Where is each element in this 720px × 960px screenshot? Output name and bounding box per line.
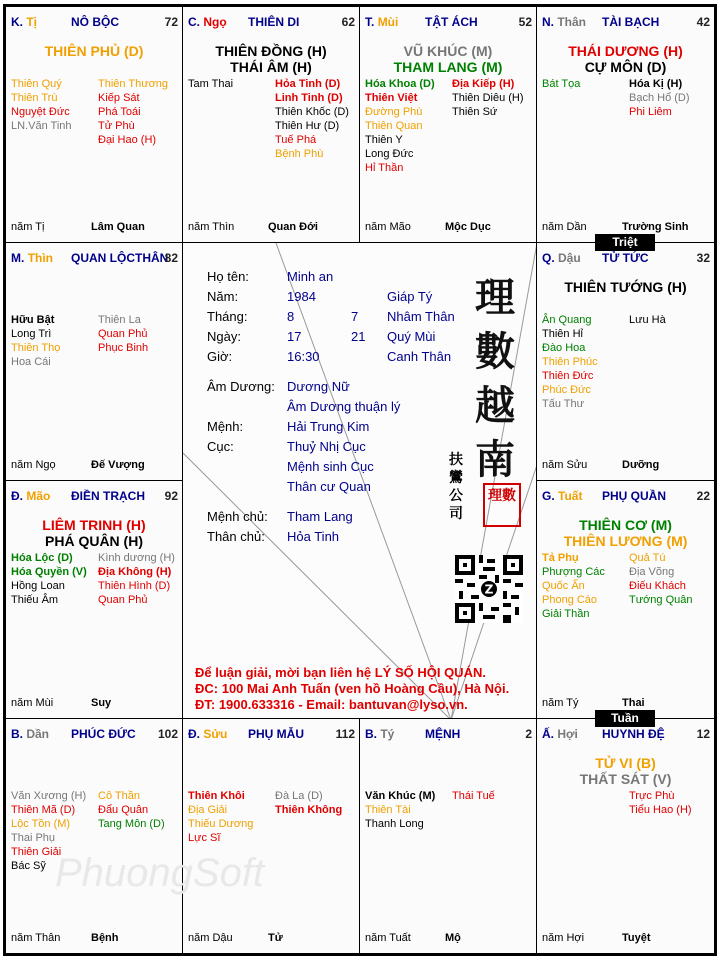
main-star: PHÁ QUÂN (H) (45, 533, 143, 549)
main-stars (537, 279, 714, 295)
minor-star: Hóa Quyền (V) (11, 566, 87, 578)
minor-star: Giải Thần (542, 608, 590, 620)
palace-footer (542, 221, 709, 235)
minor-star: Đẩu Quân (98, 804, 149, 816)
minor-star: Thiên Không (275, 804, 343, 816)
minor-star: Tả Phụ (542, 552, 579, 564)
minor-stars-col1 (542, 77, 580, 91)
minor-star: Thiếu Dương (188, 818, 254, 830)
value-ngay-am: 21 (351, 329, 366, 344)
value-menh: Hải Trung Kim (287, 419, 370, 434)
minor-star: Hóa Lộc (D) (11, 552, 73, 564)
minor-stars-col1 (11, 551, 87, 607)
palace-header (188, 727, 355, 743)
center-info-panel (182, 242, 537, 719)
label-ho-ten: Họ tên: (207, 269, 249, 284)
minor-star: Địa Võng (629, 566, 675, 578)
palace-year: năm Thìn (188, 221, 235, 233)
palace-tuat (536, 480, 715, 719)
minor-star: Cô Thần (98, 790, 140, 802)
minor-stars-col1 (542, 551, 605, 621)
label-thang: Tháng: (207, 309, 248, 324)
palace-name: MỆNH (425, 727, 461, 741)
palace-can-chi: Đ. Mão (11, 489, 51, 503)
value-than-chu: Hỏa Tinh (287, 529, 340, 544)
palace-year: năm Tị (11, 221, 45, 233)
palace-year: năm Sửu (542, 459, 588, 471)
palace-name: TỬ TỨC (602, 251, 649, 265)
palace-header (542, 251, 710, 267)
palace-age: 112 (335, 727, 355, 741)
minor-star: Thiên Diêu (H) (452, 92, 524, 104)
qr-code (455, 555, 523, 623)
logo-char-4: 南 (475, 436, 515, 483)
main-star: CỰ MÔN (D) (584, 59, 667, 75)
trang-sinh: Bệnh (91, 932, 119, 944)
minor-star: Nguyệt Đức (11, 106, 70, 118)
trang-sinh: Mộc Dục (445, 221, 491, 233)
palace-year: năm Ngọ (11, 459, 56, 471)
palace-header (542, 15, 710, 31)
main-stars (6, 517, 182, 549)
palace-ty (359, 718, 537, 954)
minor-star: Thiên Khôi (188, 790, 245, 802)
horoscope-board (3, 4, 717, 956)
value-cuc-2: Mệnh sinh Cục (287, 459, 374, 474)
minor-star: Thiên Khốc (D) (275, 106, 349, 118)
palace-year: năm Tý (542, 697, 579, 709)
palace-name: PHÚC ĐỨC (71, 727, 136, 741)
minor-stars-col2 (98, 789, 165, 831)
main-star: THIÊN PHỦ (D) (44, 43, 144, 59)
palace-can-chi: C. Ngọ (188, 15, 227, 29)
label-cuc: Cục: (207, 439, 234, 454)
trang-sinh: Đế Vượng (91, 459, 145, 471)
minor-star: Tang Môn (D) (98, 818, 165, 830)
palace-ngo (182, 6, 360, 243)
minor-star: Thiên Hình (D) (98, 580, 171, 592)
logo-char-1: 理 (475, 274, 515, 321)
main-star: THIÊN ĐỒNG (H) (215, 43, 327, 59)
palace-suu (182, 718, 360, 954)
palace-footer (11, 697, 177, 711)
palace-footer (365, 221, 531, 235)
palace-footer (542, 932, 709, 946)
palace-mui (359, 6, 537, 243)
palace-age: 42 (696, 15, 710, 29)
palace-dan (5, 718, 183, 954)
minor-star: Quả Tú (629, 552, 666, 564)
minor-star: Kiếp Sát (98, 92, 140, 104)
minor-star: Tiểu Hao (H) (629, 804, 692, 816)
minor-star: Thai Phụ (11, 832, 56, 844)
minor-star: Văn Xương (H) (11, 790, 87, 802)
value-thang-am: 7 (351, 309, 359, 324)
trang-sinh: Dưỡng (622, 459, 660, 471)
palace-can-chi: G. Tuất (542, 489, 583, 503)
minor-star: Thiên Mã (D) (11, 804, 76, 816)
trang-sinh: Mộ (445, 932, 461, 944)
palace-can-chi: M. Thìn (11, 251, 54, 265)
minor-star: Hóa Kị (H) (629, 78, 683, 90)
trang-sinh: Tuyệt (622, 932, 651, 944)
main-star: TỬ VI (B) (595, 755, 656, 771)
palace-age: 2 (525, 727, 532, 741)
minor-star: Long Đức (365, 148, 414, 160)
minor-stars-col1 (188, 77, 233, 91)
minor-star: Bác Sỹ (11, 860, 46, 872)
palace-age: 52 (518, 15, 532, 29)
minor-star: Lực Sĩ (188, 832, 221, 844)
palace-header (11, 15, 178, 31)
label-menh: Mệnh: (207, 419, 244, 434)
palace-year: năm Dậu (188, 932, 233, 944)
palace-ti (5, 6, 183, 243)
minor-stars-col1 (11, 313, 60, 369)
trang-sinh: Tử (268, 932, 283, 944)
palace-header (365, 15, 532, 31)
palace-name: THIÊN DI (248, 15, 300, 29)
trang-sinh: Quan Đới (268, 221, 318, 233)
value-gio: 16:30 (287, 349, 320, 364)
palace-age: 62 (341, 15, 355, 29)
palace-header (11, 251, 178, 267)
palace-can-chi: K. Tị (11, 15, 38, 29)
minor-star: Quốc Ấn (542, 580, 585, 592)
contact-line-3[interactable]: ĐT: 1900.633316 - Email: bantuvan@lyso.vn. (195, 697, 468, 712)
minor-star: Thiên Trù (11, 92, 58, 104)
main-star: THIÊN CƠ (M) (579, 517, 672, 533)
minor-star: Địa Không (H) (98, 566, 172, 578)
minor-star: Lộc Tồn (M) (11, 818, 71, 830)
palace-can-chi: T. Mùi (365, 15, 399, 29)
contact-line-1: Để luận giải, mời bạn liên hệ LÝ SỐ HỘI QUÁN. (195, 665, 486, 680)
main-stars (360, 43, 536, 75)
minor-stars-col2 (98, 313, 148, 355)
minor-star: Thiên Hư (D) (275, 120, 340, 132)
minor-star: Địa Giải (188, 804, 228, 816)
palace-name: ĐIỀN TRẠCH (71, 489, 145, 503)
minor-star: Tấu Thư (542, 398, 585, 410)
minor-star: Hồng Loan (11, 580, 65, 592)
minor-stars-col2 (275, 789, 342, 817)
minor-star: Thiên Giải (11, 846, 62, 858)
logo-char-2: 數 (475, 328, 515, 375)
value-ho-ten: Minh an (287, 269, 334, 284)
minor-star: Hữu Bật (11, 314, 55, 326)
label-menh-chu: Mệnh chủ: (207, 509, 268, 524)
palace-name: TÀI BẠCH (602, 15, 660, 29)
trang-sinh: Lâm Quan (91, 221, 145, 233)
minor-stars-col2 (98, 551, 175, 607)
value-nam: 1984 (287, 289, 316, 304)
trang-sinh: Suy (91, 697, 112, 709)
minor-star: Hóa Khoa (D) (365, 78, 435, 90)
palace-name: HUYNH ĐỆ (602, 727, 665, 741)
main-stars (537, 517, 714, 549)
minor-star: Điếu Khách (629, 580, 686, 592)
minor-star: Ân Quang (542, 314, 592, 326)
palace-name: PHỤ MẪU (248, 727, 304, 741)
palace-year: năm Thân (11, 932, 61, 944)
value-cuc-3: Thân cư Quan (287, 479, 371, 494)
value-ngay-duong: 17 (287, 329, 302, 344)
minor-star: Thiên Tài (365, 804, 411, 816)
minor-star: Hoa Cái (11, 356, 51, 368)
main-star: THIÊN TƯỚNG (H) (564, 279, 687, 295)
palace-header (365, 727, 532, 743)
minor-star: Thiên Hỉ (542, 328, 583, 340)
palace-year: năm Hợi (542, 932, 585, 944)
minor-star: Phi Liêm (629, 106, 672, 118)
main-stars (183, 43, 359, 75)
minor-star: Tam Thai (188, 78, 234, 90)
minor-star: Thiên Sứ (452, 106, 498, 118)
minor-stars-col2 (98, 77, 168, 147)
palace-footer (11, 221, 177, 235)
minor-star: Tử Phù (98, 120, 135, 132)
palace-footer (542, 459, 709, 473)
palace-can-chi: Đ. Sửu (188, 727, 228, 741)
palace-year: năm Dần (542, 221, 587, 233)
label-ngay: Ngày: (207, 329, 241, 344)
minor-stars-col1 (11, 77, 72, 133)
minor-star: Tướng Quân (629, 594, 693, 606)
trang-sinh: Trường Sinh (622, 221, 689, 233)
minor-star: Thiên La (98, 314, 141, 326)
minor-star: Hỏa Tinh (D) (275, 78, 341, 90)
minor-stars-col2 (629, 789, 692, 817)
main-star: THAM LANG (M) (393, 59, 503, 75)
palace-name: QUAN LỘC (71, 251, 135, 265)
palace-can-chi: N. Thân (542, 15, 587, 29)
value-cuc: Thuỷ Nhị Cục (287, 439, 366, 454)
value-thang-duong: 8 (287, 309, 295, 324)
palace-footer (11, 932, 177, 946)
main-stars (537, 755, 714, 787)
minor-star: Tuế Phá (275, 134, 317, 146)
minor-star: Phong Cáo (542, 594, 598, 606)
palace-footer (542, 697, 709, 711)
minor-star: Long Trì (11, 328, 52, 340)
palace-age: 82 (164, 251, 178, 265)
palace-footer (365, 932, 531, 946)
palace-name: TẬT ÁCH (425, 15, 478, 29)
minor-star: Thái Tuế (452, 790, 495, 802)
minor-star: Thiên Việt (365, 92, 418, 104)
minor-star: Bạch Hổ (D) (629, 92, 690, 104)
contact-line-2: ĐC: 100 Mai Anh Tuấn (ven hồ Hoàng Cầu), Hà Nội. (195, 681, 510, 696)
label-nam: Năm: (207, 289, 239, 304)
minor-star: Thiên Thọ (11, 342, 61, 354)
minor-star: Lưu Hà (629, 314, 666, 326)
minor-stars-col2 (452, 789, 495, 803)
trang-sinh: Thai (622, 697, 645, 709)
minor-star: Đường Phù (365, 106, 423, 118)
minor-stars-col1 (365, 77, 435, 175)
minor-stars-col2 (629, 313, 666, 327)
label-gio: Giờ: (207, 349, 233, 364)
minor-star: Phúc Đức (542, 384, 591, 396)
main-star: THIÊN LƯƠNG (M) (563, 533, 688, 549)
minor-stars-col2 (629, 551, 693, 607)
label-am-duong: Âm Dương: (207, 379, 275, 394)
palace-dau (536, 242, 715, 481)
than-marker: THÂN (135, 251, 169, 265)
minor-stars-col1 (542, 313, 598, 411)
palace-thin (5, 242, 183, 481)
palace-header (11, 727, 178, 743)
palace-year: năm Mùi (11, 697, 54, 709)
minor-star: LN.Văn Tinh (11, 120, 72, 132)
minor-star: Phá Toái (98, 106, 141, 118)
palace-age: 22 (696, 489, 710, 503)
palace-header (542, 489, 710, 505)
main-star: VŨ KHÚC (M) (403, 43, 493, 59)
minor-star: Thiên Quan (365, 120, 423, 132)
main-star: THẤT SÁT (V) (579, 771, 672, 787)
label-than-chu: Thân chủ: (207, 529, 265, 544)
main-star: THÁI ÂM (H) (230, 59, 312, 75)
palace-can-chi: Ấ. Hợi (542, 727, 578, 741)
palace-name: NÔ BỘC (71, 15, 119, 29)
palace-header (11, 489, 178, 505)
minor-star: Thiên Y (365, 134, 403, 146)
palace-age: 102 (157, 727, 178, 741)
main-stars (537, 43, 714, 75)
minor-star: Thiên Phúc (542, 356, 598, 368)
svg-text:Z: Z (484, 582, 494, 597)
value-ngay-can: Quý Mùi (387, 329, 436, 344)
minor-star: Văn Khúc (M) (365, 790, 436, 802)
minor-star: Trực Phù (629, 790, 675, 802)
minor-star: Đà La (D) (275, 790, 323, 802)
palace-footer (188, 932, 354, 946)
minor-stars-col1 (365, 789, 435, 831)
minor-star: Phục Binh (98, 342, 149, 354)
minor-star: Bệnh Phù (275, 148, 324, 160)
palace-can-chi: B. Dần (11, 727, 50, 741)
palace-mao (5, 480, 183, 719)
minor-stars-col1 (188, 789, 253, 845)
logo-subtext: 扶鸞公司 (449, 452, 463, 522)
palace-than (536, 6, 715, 243)
minor-star: Thiên Đức (542, 370, 594, 382)
minor-star: Thanh Long (365, 818, 424, 830)
palace-header (542, 727, 710, 743)
palace-age: 12 (696, 727, 710, 741)
value-am-duong: Dương Nữ (287, 379, 350, 394)
palace-can-chi: Q. Dậu (542, 251, 581, 265)
palace-header (188, 15, 355, 31)
minor-star: Đại Hao (H) (98, 134, 157, 146)
palace-can-chi: B. Tý (365, 727, 395, 741)
logo-char-3: 越 (475, 382, 515, 429)
value-thang-can: Nhâm Thân (387, 309, 455, 324)
main-stars (6, 43, 182, 59)
tag-triet: Triệt (595, 234, 655, 251)
minor-star: Địa Kiếp (H) (452, 78, 515, 90)
palace-footer (188, 221, 354, 235)
palace-age: 92 (164, 489, 178, 503)
palace-age: 72 (164, 15, 178, 29)
minor-star: Kình dương (H) (98, 552, 175, 564)
value-menh-chu: Tham Lang (287, 509, 353, 524)
palace-year: năm Mão (365, 221, 411, 233)
minor-star: Phượng Các (542, 566, 605, 578)
palace-footer (11, 459, 177, 473)
minor-star: Thiếu Âm (11, 594, 59, 606)
main-star: THÁI DƯƠNG (H) (568, 43, 683, 59)
minor-star: Bát Tọa (542, 78, 581, 90)
value-nam-can: Giáp Tý (387, 289, 433, 304)
minor-star: Hỉ Thần (365, 162, 404, 174)
value-am-duong-2: Âm Dương thuận lý (287, 399, 401, 414)
minor-stars-col2 (275, 77, 349, 161)
main-star: LIÊM TRINH (H) (42, 517, 146, 533)
logo-calligraphy (475, 271, 515, 487)
tag-tuan: Tuần (595, 710, 655, 727)
palace-year: năm Tuất (365, 932, 411, 944)
red-seal: 理數 (483, 483, 521, 527)
minor-star: Quan Phủ (98, 594, 148, 606)
minor-star: Linh Tinh (D) (275, 92, 343, 104)
minor-star: Thiên Thương (98, 78, 169, 90)
palace-name: PHỤ QUẦN (602, 489, 667, 503)
minor-star: Quan Phủ (98, 328, 148, 340)
minor-stars-col2 (452, 77, 524, 119)
minor-star: Thiên Quý (11, 78, 62, 90)
value-gio-can: Canh Thân (387, 349, 452, 364)
palace-age: 32 (696, 251, 710, 265)
palace-hoi (536, 718, 715, 954)
minor-stars-col2 (629, 77, 690, 119)
minor-star: Đào Hoa (542, 342, 586, 354)
watermark: PhuongSoft (55, 851, 265, 895)
